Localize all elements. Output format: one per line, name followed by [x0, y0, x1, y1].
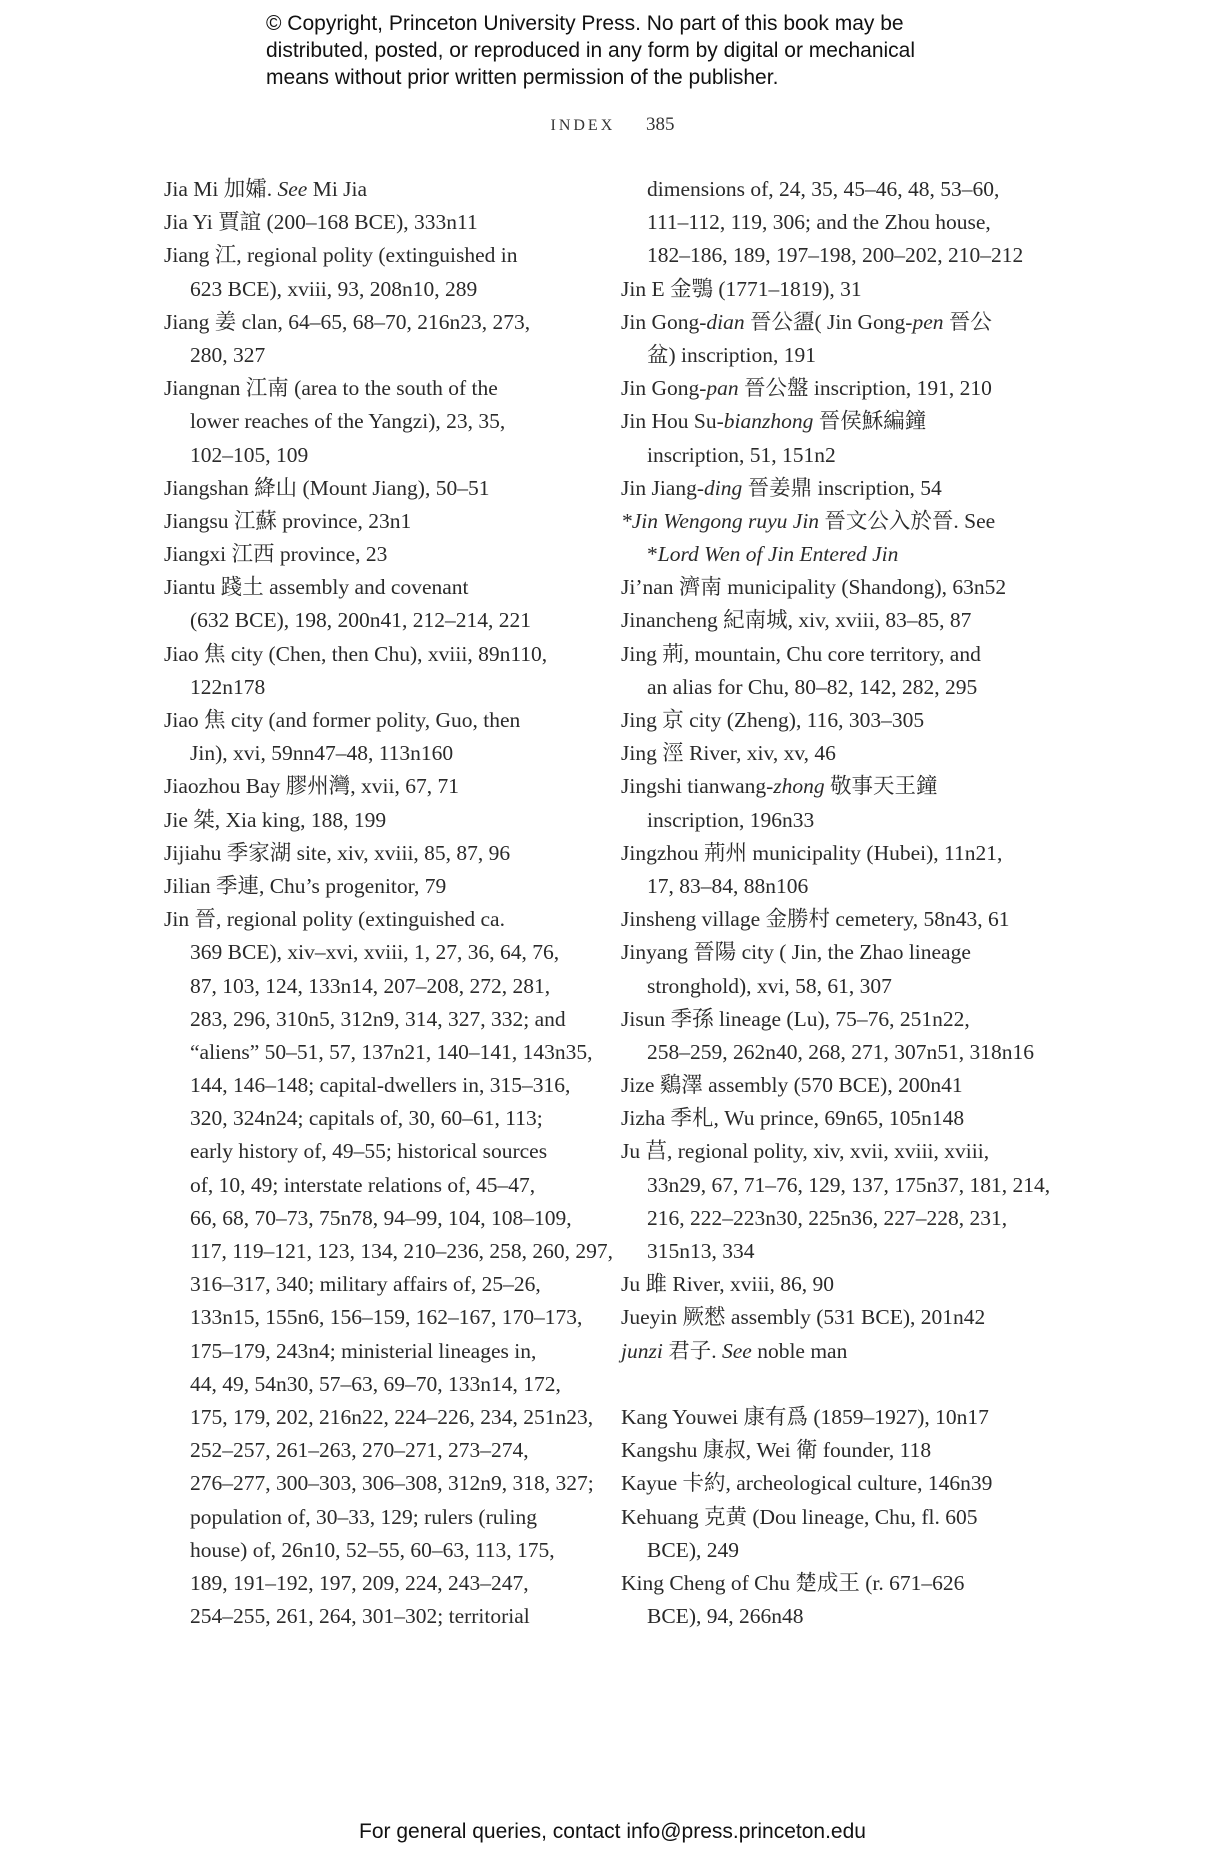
index-entry-text: Jiang 姜 clan, 64–65, 68–70, 216n23, 273, [164, 309, 531, 334]
index-entry-text: 182–186, 189, 197–198, 200–202, 210–212 [647, 243, 1024, 268]
index-entry-italic: bianzhong [723, 409, 814, 434]
index-entry-continuation [164, 604, 584, 637]
index-entry-text: noble man [751, 1338, 848, 1363]
index-entry-text: early history of, 49–55; historical sources [190, 1139, 548, 1164]
index-entry-text: Jing 荊, mountain, Chu core territory, and [621, 641, 981, 666]
index-entry [164, 770, 584, 803]
index-entry-text: 122n178 [190, 674, 266, 699]
index-entry-text: dimensions of, 24, 35, 45–46, 48, 53–60, [647, 177, 1000, 201]
index-entry-text: Ju 雎 River, xviii, 86, 90 [621, 1272, 834, 1297]
index-entry-italic: ding [704, 475, 743, 500]
index-entry-italic: pen [912, 309, 944, 334]
index-entry-text: 117, 119–121, 123, 134, 210–236, 258, 260, 297, [190, 1239, 614, 1263]
index-entry [164, 837, 584, 870]
page-number: 385 [646, 114, 675, 135]
index-entry-text: Jiangxi 江西 province, 23 [164, 542, 388, 567]
index-entry-text: Jiang 江, regional polity (extinguished in [164, 243, 518, 268]
index-entry [621, 704, 1061, 737]
index-entry [164, 173, 584, 206]
index-entry-text: 175–179, 243n4; ministerial lineages in, [190, 1338, 537, 1363]
index-entry-text: 33n29, 67, 71–76, 129, 137, 175n37, 181, 214, [647, 1172, 1051, 1197]
index-entry [621, 837, 1061, 870]
index-gap [621, 1368, 1061, 1401]
index-entry [621, 936, 1061, 969]
index-entry-continuation [621, 1600, 1061, 1633]
index-entry-text: Jiaozhou Bay 膠州灣, xvii, 67, 71 [164, 774, 460, 799]
index-entry-text: 44, 49, 54n30, 57–63, 69–70, 133n14, 172, [190, 1371, 561, 1396]
index-entry [164, 472, 584, 505]
index-entry-text: Jin), xvi, 59nn47–48, 113n160 [190, 741, 454, 766]
index-entry-text: Kehuang 克黄 (Dou lineage, Chu, fl. 605 [621, 1504, 978, 1529]
index-entry-continuation [164, 439, 584, 472]
index-entry [621, 1335, 1061, 1368]
index-entry [621, 306, 1061, 339]
index-entry-continuation [164, 1501, 584, 1534]
index-entry-text: Jing 涇 River, xiv, xv, 46 [621, 741, 836, 766]
index-entry-text: 111–112, 119, 306; and the Zhou house, [647, 210, 991, 235]
index-entry-text: Jinsheng village 金勝村 cemetery, 58n43, 61 [621, 907, 1010, 932]
index-column-right [621, 173, 1061, 1633]
index-entry-continuation [621, 1235, 1061, 1268]
index-entry-continuation [164, 1434, 584, 1467]
index-entry-text: of, 10, 49; interstate relations of, 45–47, [190, 1172, 536, 1197]
index-entry-text: Jin E 金鶚 (1771–1819), 31 [621, 276, 862, 301]
index-entry [621, 1501, 1061, 1534]
copyright-line: © Copyright, Princeton University Press. No part of this book may be [266, 12, 904, 35]
index-entry-text: King Cheng of Chu 楚成王 (r. 671–626 [621, 1570, 965, 1595]
index-entry-text: 280, 327 [190, 342, 266, 367]
index-entry-continuation [621, 339, 1061, 372]
index-entry-continuation [164, 1335, 584, 1368]
index-entry-text: Jiangnan 江南 (area to the south of the [164, 376, 498, 401]
index-entry-continuation [164, 1600, 584, 1633]
index-entry-text: 216, 222–223n30, 225n36, 227–228, 231, [647, 1205, 1008, 1230]
index-entry-continuation [621, 239, 1061, 272]
index-entry [621, 1268, 1061, 1301]
index-entry-continuation [164, 737, 584, 770]
index-entry-text: 175, 179, 202, 216n22, 224–226, 234, 251n23, [190, 1404, 594, 1429]
index-entry-continuation [164, 405, 584, 438]
index-entry-text: (632 BCE), 198, 200n41, 212–214, 221 [190, 608, 532, 633]
index-entry-text: 276–277, 300–303, 306–308, 312n9, 318, 327; [190, 1471, 594, 1496]
index-entry [164, 870, 584, 903]
index-entry-text: Jiao 焦 city (and former polity, Guo, then [164, 708, 521, 732]
index-entry-text: 133n15, 155n6, 156–159, 162–167, 170–173, [190, 1305, 583, 1330]
index-entry-continuation [164, 1368, 584, 1401]
index-entry-text: 623 BCE), xviii, 93, 208n10, 289 [190, 276, 478, 301]
index-entry-text: Jizha 季札, Wu prince, 69n65, 105n148 [621, 1106, 965, 1131]
index-entry-text: Jin 晉, regional polity (extinguished ca. [164, 907, 505, 932]
index-entry [621, 1102, 1061, 1135]
index-entry-text: lower reaches of the Yangzi), 23, 35, [190, 409, 506, 434]
index-entry-continuation [164, 1036, 593, 1069]
index-entry-text: Jin Jiang- [621, 475, 705, 500]
index-entry-text: Jiantu 踐土 assembly and covenant [164, 575, 469, 600]
index-entry [621, 472, 1061, 505]
index-entry-text: 144, 146–148; capital-dwellers in, 315–316, [190, 1073, 571, 1098]
index-entry-text: Jize 鷄澤 assembly (570 BCE), 200n41 [621, 1073, 963, 1098]
index-entry-italic: dian [706, 309, 745, 334]
index-entry-text: Jia Yi 賈誼 (200–168 BCE), 333n11 [164, 210, 478, 235]
index-entry [621, 1069, 1061, 1102]
index-entry [621, 1135, 1061, 1168]
copyright-line: distributed, posted, or reproduced in any form by digital or mechanical [266, 39, 916, 62]
index-entry-italic: junzi [621, 1338, 663, 1363]
index-entry-text: 盆) inscription, 191 [647, 342, 816, 367]
index-entry [621, 1301, 1061, 1334]
index-entry-continuation [164, 1567, 584, 1600]
index-entry [621, 1567, 1061, 1600]
index-entry-text: Jiangsu 江蘇 province, 23n1 [164, 508, 412, 533]
index-entry-continuation [621, 1169, 1061, 1202]
index-entry [164, 505, 584, 538]
index-entry-continuation [164, 936, 584, 969]
running-head-label: INDEX [550, 117, 616, 134]
index-entry-text: Jing 京 city (Zheng), 116, 303–305 [621, 708, 925, 732]
index-entry [621, 1434, 1061, 1467]
index-entry-continuation [164, 1401, 594, 1434]
index-entry-continuation [164, 671, 584, 704]
index-entry-text: Jin Gong- [621, 376, 707, 401]
index-entry-text: inscription, 51, 151n2 [647, 442, 836, 467]
index-entry-italic: pan [706, 376, 739, 401]
index-entry-continuation [164, 1467, 594, 1500]
index-entry-text: Jiao 焦 city (Chen, then Chu), xviii, 89n110, [164, 641, 548, 666]
index-entry-italic: zhong [773, 774, 825, 799]
index-entry-text: 17, 83–84, 88n106 [647, 873, 809, 898]
index-entry-text: inscription, 196n33 [647, 807, 815, 832]
index-entry-text: 66, 68, 70–73, 75n78, 94–99, 104, 108–109, [190, 1205, 572, 1230]
index-entry-text: Kangshu 康叔, Wei 衛 founder, 118 [621, 1438, 932, 1463]
index-entry-continuation [621, 870, 1061, 903]
index-entry [621, 405, 1061, 438]
index-entry [164, 571, 584, 604]
index-entry [621, 903, 1061, 936]
index-entry-text: Jiangshan 絳山 (Mount Jiang), 50–51 [164, 475, 490, 500]
running-head [0, 114, 1225, 136]
index-entry-text: house) of, 26n10, 52–55, 60–63, 113, 175, [190, 1537, 555, 1562]
footer-contact: For general queries, contact info@press.princeton.edu [359, 1820, 866, 1843]
index-entry-continuation [164, 1202, 584, 1235]
index-entry-text: 君子. [662, 1338, 722, 1363]
index-entry-continuation [621, 206, 1061, 239]
index-entry-text: 晉文公入於晉. See [819, 508, 996, 533]
index-entry [164, 704, 584, 737]
index-entry [164, 903, 584, 936]
index-entry-continuation [164, 1169, 584, 1202]
index-entry [621, 1401, 1061, 1434]
index-entry-continuation [164, 1003, 584, 1036]
index-entry-text: Jin Gong- [621, 309, 707, 334]
index-entry [621, 1003, 1061, 1036]
index-entry-text: 晉公 [943, 309, 992, 334]
index-entry [164, 638, 584, 671]
index-entry-continuation [164, 1268, 584, 1301]
index-entry-italic: Lord Wen of Jin Entered Jin [657, 542, 899, 567]
index-entry-text: Mi Jia [307, 177, 368, 201]
index-entry [621, 571, 1061, 604]
index-entry [621, 1467, 1061, 1500]
index-entry-text: Ji’nan 濟南 municipality (Shandong), 63n52 [621, 575, 1007, 600]
index-column-left [164, 173, 614, 1633]
index-entry-text: Ju 莒, regional polity, xiv, xvii, xviii, xviii, [621, 1139, 990, 1164]
index-entry-text: 敬事天王鐘 [824, 774, 938, 799]
index-entry-text: Jueyin 厥憖 assembly (531 BCE), 201n42 [621, 1305, 986, 1330]
index-entry-text: 102–105, 109 [190, 442, 309, 467]
index-entry [621, 638, 1061, 671]
index-entry [621, 604, 1061, 637]
index-entry-text: Kang Youwei 康有爲 (1859–1927), 10n17 [621, 1404, 989, 1429]
index-entry-text: Jia Mi 加孀. [164, 177, 278, 201]
index-entry [164, 538, 584, 571]
index-entry-text: 283, 296, 310n5, 312n9, 314, 327, 332; and [190, 1006, 566, 1031]
index-entry-text: Jinancheng 紀南城, xiv, xviii, 83–85, 87 [621, 608, 972, 633]
index-entry-text: stronghold), xvi, 58, 61, 307 [647, 973, 892, 998]
index-entry-text: Jingshi tianwang- [621, 774, 774, 799]
index-entry-continuation [621, 538, 1061, 571]
index-entry-text: 189, 191–192, 197, 209, 224, 243–247, [190, 1570, 529, 1595]
index-entry-text: 252–257, 261–263, 270–271, 273–274, [190, 1438, 529, 1463]
index-entry [164, 306, 584, 339]
index-entry-continuation [621, 439, 1061, 472]
index-entry-text: Jilian 季連, Chu’s progenitor, 79 [164, 873, 447, 898]
index-entry-continuation [164, 1301, 584, 1334]
index-entry-text: 晉姜鼎 inscription, 54 [742, 475, 942, 500]
index-entry-text: 87, 103, 124, 133n14, 207–208, 272, 281, [190, 973, 551, 998]
index-entry-continuation [621, 970, 1061, 1003]
index-entry-text: BCE), 249 [647, 1537, 739, 1562]
index-entry [164, 372, 584, 405]
index-entry-text: 晉公盨( Jin Gong- [744, 309, 913, 334]
index-entry-continuation [164, 273, 584, 306]
index-entry-text: Kayue 卡約, archeological culture, 146n39 [621, 1471, 993, 1496]
index-entry-continuation [164, 1534, 584, 1567]
index-entry-continuation [621, 1036, 1061, 1069]
index-entry-text: 晉侯穌編鐘 [813, 409, 927, 434]
index-entry-continuation [164, 339, 584, 372]
index-entry-text: population of, 30–33, 129; rulers (ruling [190, 1504, 537, 1529]
index-entry [164, 804, 584, 837]
index-entry-continuation [621, 173, 1061, 206]
index-entry-italic: *Jin Wengong ruyu Jin [621, 508, 820, 533]
index-entry-text: 316–317, 340; military affairs of, 25–26, [190, 1272, 541, 1297]
index-entry-text: an alias for Chu, 80–82, 142, 282, 295 [647, 674, 978, 699]
index-entry [164, 206, 584, 239]
index-entry-text: Jingzhou 荊州 municipality (Hubei), 11n21, [621, 840, 1003, 865]
index-entry-text: 315n13, 334 [647, 1239, 755, 1263]
index-entry-text: * [647, 542, 658, 567]
index-entry-text: Jin Hou Su- [621, 409, 724, 434]
index-entry-text: 258–259, 262n40, 268, 271, 307n51, 318n16 [647, 1039, 1034, 1064]
index-entry-text: Jinyang 晉陽 city ( Jin, the Zhao lineage [621, 940, 971, 965]
index-entry [621, 505, 1061, 538]
index-entry-continuation [164, 970, 584, 1003]
index-entry-text: 晉公盤 inscription, 191, 210 [738, 376, 992, 401]
index-entry-continuation [164, 1235, 614, 1268]
index-entry [621, 770, 1061, 803]
index-entry-italic: See [721, 1338, 752, 1363]
index-entry-continuation [164, 1102, 584, 1135]
index-entry-continuation [164, 1135, 584, 1168]
index-entry-text: BCE), 94, 266n48 [647, 1604, 804, 1629]
copyright-line: means without prior written permission of the publisher. [266, 66, 779, 89]
index-entry-continuation [621, 671, 1061, 704]
index-entry-text: Jisun 季孫 lineage (Lu), 75–76, 251n22, [621, 1006, 970, 1031]
index-entry-continuation [621, 804, 1061, 837]
index-entry-text: 369 BCE), xiv–xvi, xviii, 1, 27, 36, 64, 76, [190, 940, 560, 965]
index-entry [621, 372, 1061, 405]
index-entry-text: Jie 桀, Xia king, 188, 199 [164, 807, 387, 832]
index-entry-italic: See [277, 177, 308, 201]
index-entry [164, 239, 584, 272]
index-entry-continuation [621, 1202, 1061, 1235]
index-entry-text: Jijiahu 季家湖 site, xiv, xviii, 85, 87, 96 [164, 840, 511, 865]
index-entry [621, 737, 1061, 770]
copyright-notice [266, 10, 1026, 91]
index-entry-continuation [164, 1069, 584, 1102]
index-entry-text: 320, 324n24; capitals of, 30, 60–61, 113; [190, 1106, 543, 1131]
index-entry [621, 273, 1061, 306]
index-entry-continuation [621, 1534, 1061, 1567]
index-entry-text: “aliens” 50–51, 57, 137n21, 140–141, 143n35, [190, 1039, 593, 1064]
index-entry-text: 254–255, 261, 264, 301–302; territorial [190, 1604, 530, 1629]
